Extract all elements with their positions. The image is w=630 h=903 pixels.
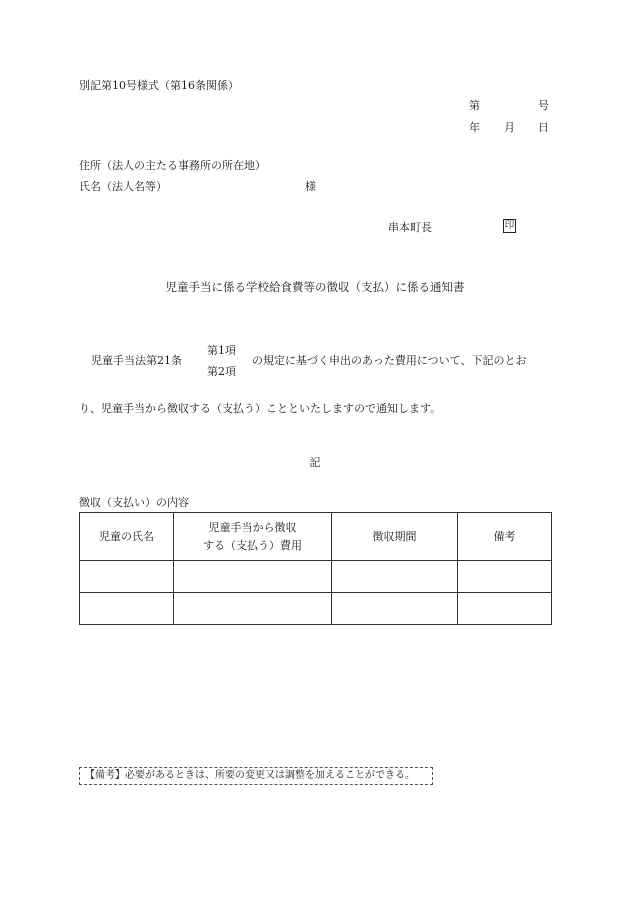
- header-fee: [174, 513, 332, 561]
- law-reference: 児童手当法第21条: [91, 354, 182, 367]
- recipient-honorific: 様: [305, 180, 316, 193]
- date-month: 月: [504, 121, 515, 134]
- date-year: 年: [469, 121, 480, 134]
- table-row: [80, 561, 552, 593]
- table-row: [80, 593, 552, 625]
- table-cell: [174, 561, 332, 593]
- seal-mark: 印: [504, 220, 515, 231]
- recipient-name-label: 氏名（法人名等）: [79, 180, 167, 193]
- body-text-line-1: の規定に基づく申出のあった費用について、下記のとお: [252, 354, 527, 367]
- document-title: 児童手当に係る学校給食費等の徴収（支払）に係る通知書: [165, 280, 465, 294]
- number-suffix: 号: [538, 99, 549, 112]
- header-remarks: 備考: [458, 513, 552, 561]
- table-label: 徴収（支払い）の内容: [79, 496, 189, 509]
- issue-date: [469, 122, 549, 133]
- ki-heading: 記: [309, 456, 321, 469]
- number-prefix: 第: [469, 99, 480, 112]
- header-fee-text: 児童手当から徴収 する（支払う）費用: [203, 520, 302, 552]
- form-identifier: 別記第10号様式（第16条関係）: [79, 79, 239, 92]
- sender-title: 串本町長: [388, 221, 432, 234]
- document-number: [469, 100, 549, 111]
- header-child-name: 児童の氏名: [80, 513, 174, 561]
- table-cell: [332, 561, 458, 593]
- table-cell: [174, 593, 332, 625]
- table-header-row: [80, 513, 552, 561]
- clause-2: 第2項: [207, 365, 236, 378]
- body-text-line-2: り、児童手当から徴収する（支払う）ことといたしますので通知します。: [79, 402, 442, 415]
- clause-1: 第1項: [207, 344, 236, 357]
- table-cell: [80, 561, 174, 593]
- collection-table: [79, 512, 552, 625]
- table-cell: [458, 561, 552, 593]
- recipient-address-label: 住所（法人の主たる事務所の所在地）: [79, 159, 266, 172]
- table-cell: [458, 593, 552, 625]
- table-cell: [332, 593, 458, 625]
- header-period: 徴収期間: [332, 513, 458, 561]
- date-day: 日: [538, 121, 549, 134]
- remark-note: 【備考】必要があるときは、所要の変更又は調整を加えることができる。: [79, 767, 433, 785]
- table-cell: [80, 593, 174, 625]
